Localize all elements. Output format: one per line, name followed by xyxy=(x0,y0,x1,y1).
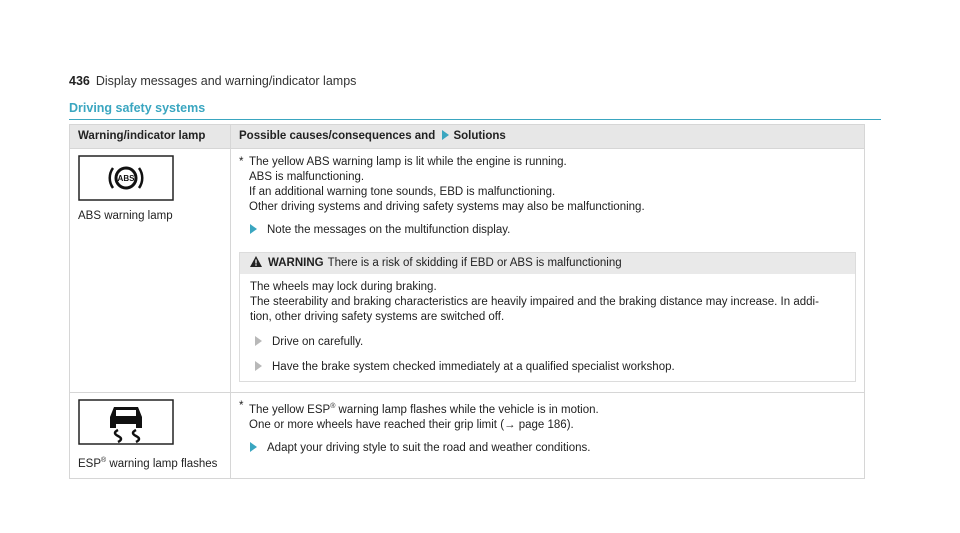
solution-step-text: Note the messages on the multifunction display. xyxy=(267,224,511,236)
cause-line-text: warning lamp flashes while the vehicle is in motion. xyxy=(335,403,599,416)
lamp-cell xyxy=(70,393,231,479)
column-header-causes-label: Possible causes/consequences and xyxy=(239,130,436,142)
table-row xyxy=(70,149,865,393)
warning-lamp-table xyxy=(69,124,865,479)
abs-warning-icon xyxy=(78,155,174,201)
step-arrow-icon xyxy=(255,361,262,371)
cause-line: The yellow ABS warning lamp is lit while the engine is running. xyxy=(249,156,567,168)
lamp-label xyxy=(78,458,217,470)
warning-text: The steerability and braking characteristics are heavily impaired and the braking distance may increase. In addi- xyxy=(250,296,819,308)
warning-step-text: Drive on carefully. xyxy=(272,336,364,348)
solution-step xyxy=(239,223,856,238)
column-header-lamp: Warning/indicator lamp xyxy=(70,125,231,149)
warning-box-header xyxy=(240,253,855,274)
table-row xyxy=(70,393,865,479)
registered-mark: ® xyxy=(330,403,336,410)
solution-step-text: Adapt your driving style to suit the road and weather conditions. xyxy=(267,441,591,454)
table-header-row xyxy=(70,125,865,149)
cause-text xyxy=(239,399,856,433)
esp-skid-warning-icon xyxy=(78,399,174,445)
warning-step xyxy=(250,360,845,375)
cause-text xyxy=(239,155,856,185)
warning-box xyxy=(239,252,856,382)
svg-text:ABS: ABS xyxy=(117,174,135,183)
column-header-solutions-label: Solutions xyxy=(453,130,506,142)
column-header-causes xyxy=(231,125,865,149)
causes-cell xyxy=(231,149,865,393)
page-header-title: Display messages and warning/indicator lamps xyxy=(95,74,357,88)
solution-step xyxy=(239,441,856,456)
causes-cell xyxy=(231,393,865,479)
warning-step xyxy=(250,335,845,350)
step-arrow-icon xyxy=(255,336,262,346)
page-header xyxy=(69,74,356,88)
step-arrow-icon xyxy=(250,442,257,452)
cause-line-text: The yellow ESP xyxy=(249,403,331,416)
warning-step-text: Have the brake system checked immediately at a qualified specialist workshop. xyxy=(272,361,675,373)
warning-label: WARNING xyxy=(268,257,324,269)
cause-line: If an additional warning tone sounds, EBD is malfunctioning. xyxy=(249,186,556,198)
step-arrow-icon xyxy=(250,224,257,234)
cause-marker: * xyxy=(239,156,244,168)
cause-line xyxy=(249,399,809,418)
lamp-label-text: warning lamp flashes xyxy=(106,457,218,470)
warning-triangle-icon xyxy=(250,256,262,267)
cause-marker: * xyxy=(239,400,244,412)
cause-line: ABS is malfunctioning. xyxy=(249,171,365,183)
section-title: Driving safety systems xyxy=(69,101,881,120)
registered-mark: ® xyxy=(101,457,107,464)
warning-heading: There is a risk of skidding if EBD or ABS is malfunctioning xyxy=(327,257,622,269)
cause-line: One or more wheels have reached their grip limit (→ page 186). xyxy=(249,418,574,431)
solution-arrow-icon xyxy=(442,130,449,140)
page-number: 436 xyxy=(69,74,90,88)
lamp-label-text: ESP xyxy=(78,457,102,470)
warning-box-body xyxy=(240,274,855,381)
lamp-label: ABS warning lamp xyxy=(78,210,173,222)
warning-text: The wheels may lock during braking. xyxy=(250,281,437,293)
warning-text: tion, other driving safety systems are switched off. xyxy=(250,311,505,323)
cause-line: Other driving systems and driving safety systems may also be malfunctioning. xyxy=(249,201,645,213)
lamp-cell xyxy=(70,149,231,393)
